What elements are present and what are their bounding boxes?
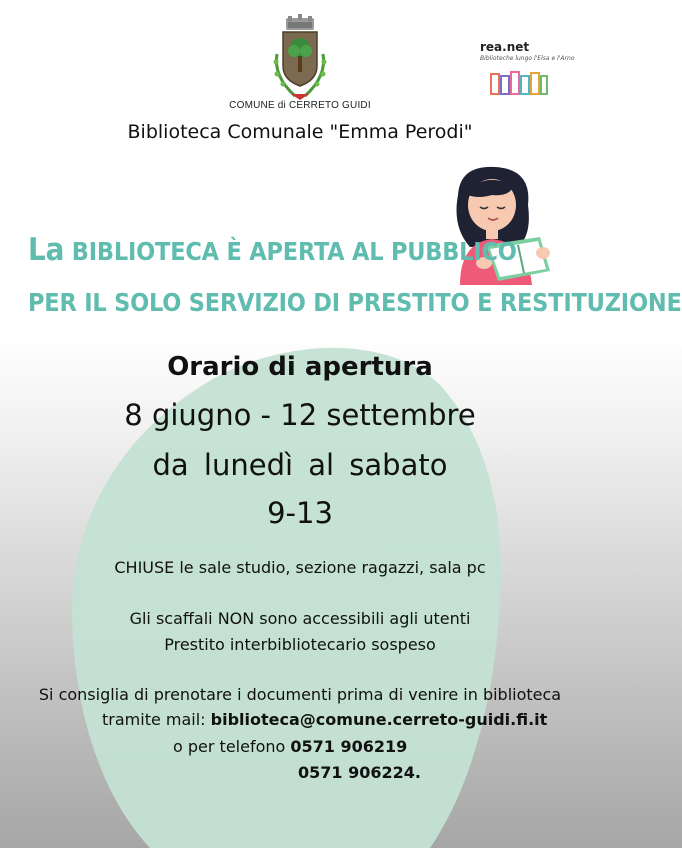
books-logo-icon: [489, 70, 549, 98]
closed-lead: CHIUSE: [114, 558, 175, 577]
mail-prefix: tramite mail:: [102, 710, 211, 729]
reanet-title: rea.net: [480, 40, 530, 54]
schedule-hours: 9-13: [267, 496, 333, 530]
shelves-emph: NON: [217, 609, 255, 628]
headline-line-1-rest: BIBLIOTECA È APERTA AL PUBBLICO: [64, 237, 517, 266]
reanet-logo: [470, 40, 580, 62]
library-name: Biblioteca Comunale "Emma Perodi": [127, 121, 473, 143]
schedule-days: da lunedì al sabato: [152, 448, 448, 482]
shelves-lead: Gli scaffali: [129, 609, 218, 628]
booking-advice: Si consiglia di prenotare i documenti prima di venire in biblioteca: [38, 685, 562, 704]
closed-rest: le sale studio, sezione ragazzi, sala pc: [174, 558, 486, 577]
phone-prefix: o per telefono: [173, 737, 291, 756]
reanet-subtitle: Biblioteche lungo l'Elsa e l'Arno: [480, 55, 575, 62]
schedule-dates: 8 giugno - 12 settembre: [124, 398, 476, 432]
headline-lead: La: [28, 232, 65, 268]
interlibrary-notice: Prestito interbibliotecario sospeso: [164, 635, 436, 654]
headline-line-2: PER IL SOLO SERVIZIO DI PRESTITO E RESTITUZIONE: [28, 288, 682, 317]
email-link[interactable]: biblioteca@comune.cerreto-guidi.fi.it: [210, 710, 548, 729]
mail-line: [102, 710, 547, 729]
comune-label: COMUNE di CERRETO GUIDI: [229, 100, 371, 111]
schedule-title: Orario di apertura: [167, 352, 433, 382]
municipal-crest-icon: [265, 14, 335, 106]
phone-number-2[interactable]: 0571 906224.: [298, 763, 421, 782]
headline-line-1: [28, 232, 517, 268]
shelves-notice: [0, 609, 600, 628]
phone-line: [173, 737, 407, 756]
shelves-rest: sono accessibili agli utenti: [254, 609, 471, 628]
closed-notice: [0, 558, 600, 577]
phone-number-1[interactable]: 0571 906219: [290, 737, 408, 756]
